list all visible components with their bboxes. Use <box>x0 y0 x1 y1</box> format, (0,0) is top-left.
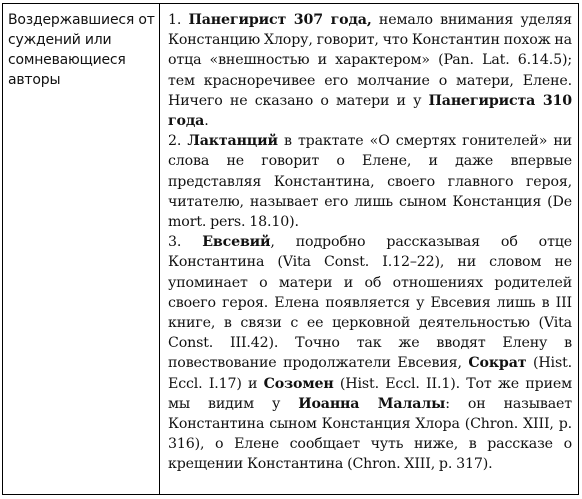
text-run: (Hist. Eccl. I.17) и <box>168 355 572 392</box>
bold-term: Панегирист 307 года, <box>188 12 372 28</box>
bold-term: Лактанций <box>187 133 278 150</box>
text-run: немало внимания уделяя Констанцию Хлору, говорит, что Константин похож на отца «внешностью и характером» (Pan. Lat. 6.14.5); тем красноречивее его молчание о матери, Елене. Ничего не сказано о матери и у <box>168 12 572 109</box>
text-run: 2. <box>168 133 188 150</box>
paragraph-2 <box>168 131 572 232</box>
bold-term: Созомен <box>263 375 334 392</box>
content-paragraphs <box>168 10 572 475</box>
category-cell <box>3 4 160 495</box>
document-table <box>2 3 579 495</box>
bold-term: Сократ <box>468 355 527 372</box>
paragraph-3 <box>168 232 572 474</box>
content-cell <box>160 4 579 495</box>
category-label: Воздержавшиеся от суждений или сомневающиеся авторы <box>8 12 155 88</box>
table-row <box>3 4 579 495</box>
text-run: 1. <box>168 12 189 28</box>
bold-term: Евсевий <box>202 234 271 251</box>
bold-term: Панегириста 310 года <box>168 92 572 130</box>
paragraph-1 <box>168 10 572 131</box>
text-run: в трактате «О смертях гонителей» ни слова не говорит о Елене, и даже впервые представляя Константина, своего главного героя, читателю, называет его лишь сыном Констанция (De mort. pers. 18.10). <box>168 133 572 231</box>
text-run: , подробно рассказывая об отце Константина (Vita Const. I.12–22), ни словом не упоминает о матери и об отношениях родителей своего героя. Елена появляется у Евсевия лишь в III книге, в связи с ее церковной деятельностью (Vita Const. III.42). Точно так же вводят Елену в повествование продолжатели Евсевия, <box>168 234 572 372</box>
text-run: 3. <box>168 234 203 251</box>
text-run: : он называет Константина сыном Констанция Хлора (Chron. XIII, p. 316), о Елене сообщает чуть ниже, в рассказе о крещении Константина (Chron. XIII, p. 317). <box>168 395 572 473</box>
bold-term: Иоанна Малалы <box>298 395 446 412</box>
text-run: (Hist. Eccl. II.1). Тот же прием мы видим у <box>168 375 573 412</box>
text-run: . <box>204 113 209 130</box>
